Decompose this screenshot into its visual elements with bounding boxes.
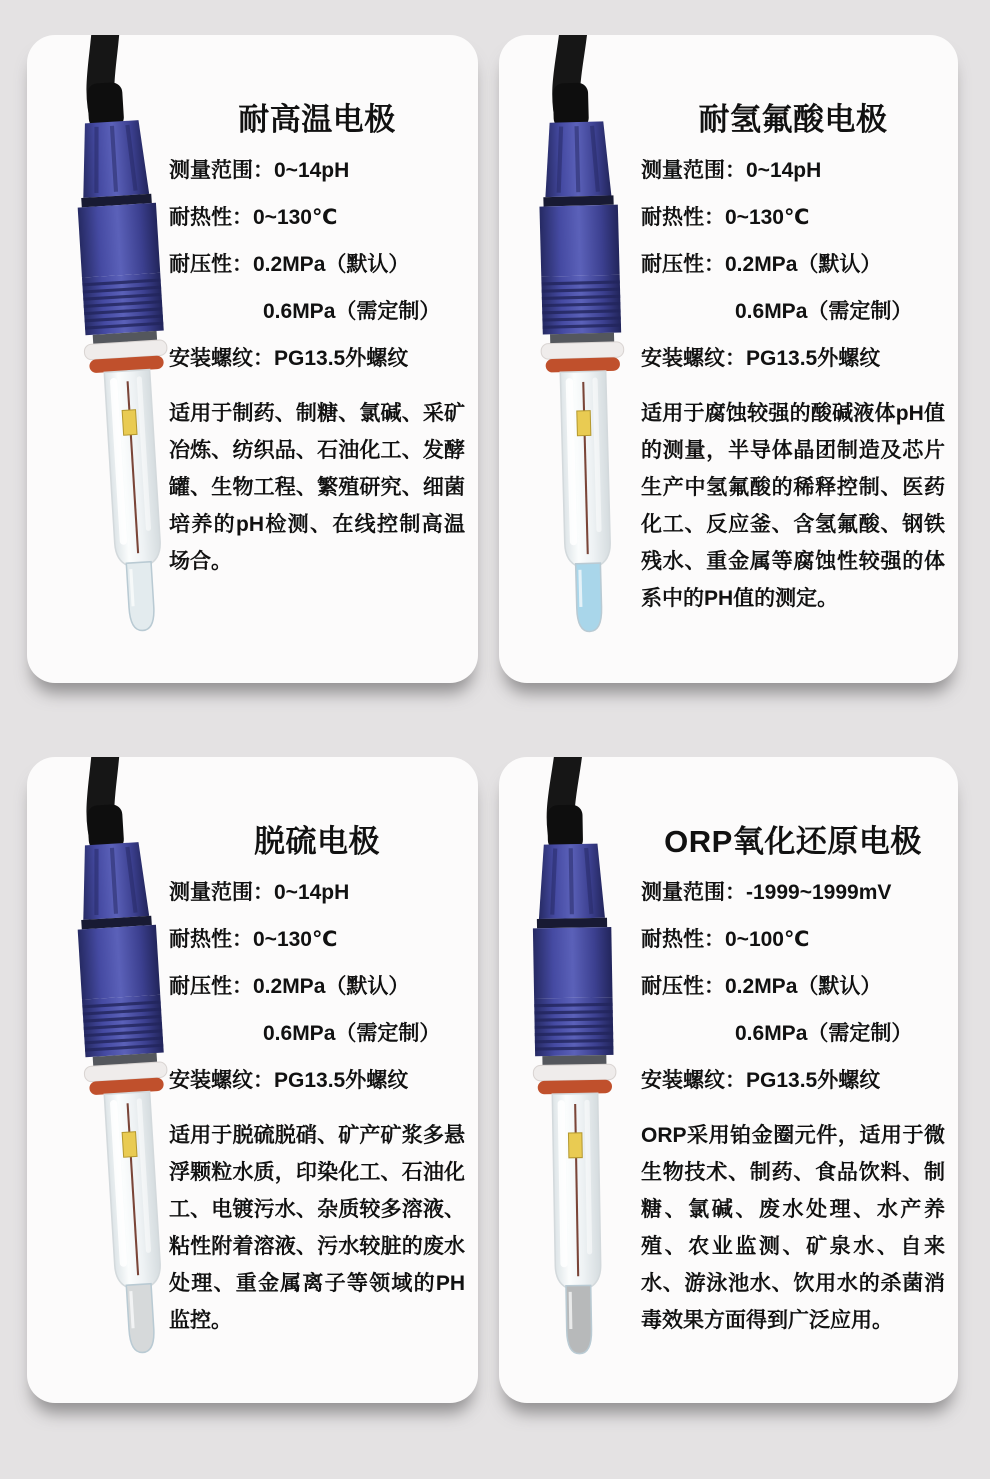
spec-measuring-range: 测量范围：0~14pH xyxy=(169,881,350,904)
spec-pressure-custom: 0.6MPa（需定制） xyxy=(263,1022,441,1045)
spec-list xyxy=(641,869,945,1104)
spec-pressure-resistance: 耐压性：0.2MPa（默认） xyxy=(169,253,410,276)
spec-heat-resistance: 耐热性：0~100℃ xyxy=(641,928,810,951)
product-card-high-temp-electrode xyxy=(27,35,478,683)
spec-heat-resistance: 耐热性：0~130℃ xyxy=(169,206,338,229)
spec-measuring-range: 测量范围：-1999~1999mV xyxy=(641,881,892,904)
card-content xyxy=(169,757,465,1339)
spec-pressure-resistance: 耐压性：0.2MPa（默认） xyxy=(169,975,410,998)
spec-list xyxy=(641,147,945,382)
spec-pressure-custom: 0.6MPa（需定制） xyxy=(735,1022,913,1045)
product-title: ORP氧化还原电极 xyxy=(664,824,922,859)
product-description: 适用于腐蚀较强的酸碱液体pH值的测量，半导体晶团制造及芯片生产中氢氟酸的稀释控制、医药化工、反应釜、含氢氟酸、钢铁残水、重金属等腐蚀性较强的体系中的PH值的测定。 xyxy=(641,402,945,610)
spec-measuring-range: 测量范围：0~14pH xyxy=(641,159,822,182)
spec-mounting-thread: 安装螺纹：PG13.5外螺纹 xyxy=(169,347,409,370)
spec-measuring-range: 测量范围：0~14pH xyxy=(169,159,350,182)
product-description: 适用于脱硫脱硝、矿产矿浆多悬浮颗粒水质，印染化工、石油化工、电镀污水、杂质较多溶液、粘性附着溶液、污水较脏的废水处理、重金属离子等领域的PH监控。 xyxy=(169,1124,465,1332)
spec-heat-resistance: 耐热性：0~130℃ xyxy=(641,206,810,229)
product-card-hf-acid-electrode xyxy=(499,35,958,683)
spec-list xyxy=(169,869,465,1104)
card-content xyxy=(641,757,945,1339)
product-card-orp-electrode xyxy=(499,757,958,1403)
spec-mounting-thread: 安装螺纹：PG13.5外螺纹 xyxy=(641,347,881,370)
product-title: 耐氢氟酸电极 xyxy=(698,102,888,137)
spec-pressure-resistance: 耐压性：0.2MPa（默认） xyxy=(641,975,882,998)
product-title: 脱硫电极 xyxy=(254,824,380,859)
product-card-desulfurization-electrode xyxy=(27,757,478,1403)
spec-pressure-resistance: 耐压性：0.2MPa（默认） xyxy=(641,253,882,276)
spec-heat-resistance: 耐热性：0~130℃ xyxy=(169,928,338,951)
product-description: 适用于制药、制糖、氯碱、采矿冶炼、纺织品、石油化工、发酵罐、生物工程、繁殖研究、细菌培养的pH检测、在线控制高温场合。 xyxy=(169,402,465,573)
spec-mounting-thread: 安装螺纹：PG13.5外螺纹 xyxy=(169,1069,409,1092)
spec-mounting-thread: 安装螺纹：PG13.5外螺纹 xyxy=(641,1069,881,1092)
product-description: ORP采用铂金圈元件，适用于微生物技术、制药、食品饮料、制糖、氯碱、废水处理、水产养殖、农业监测、矿泉水、自来水、游泳池水、饮用水的杀菌消毒效果方面得到广泛应用。 xyxy=(641,1124,945,1332)
card-content xyxy=(641,35,945,617)
spec-pressure-custom: 0.6MPa（需定制） xyxy=(263,300,441,323)
product-title: 耐高温电极 xyxy=(238,102,396,137)
card-content xyxy=(169,35,465,580)
spec-list xyxy=(169,147,465,382)
spec-pressure-custom: 0.6MPa（需定制） xyxy=(735,300,913,323)
